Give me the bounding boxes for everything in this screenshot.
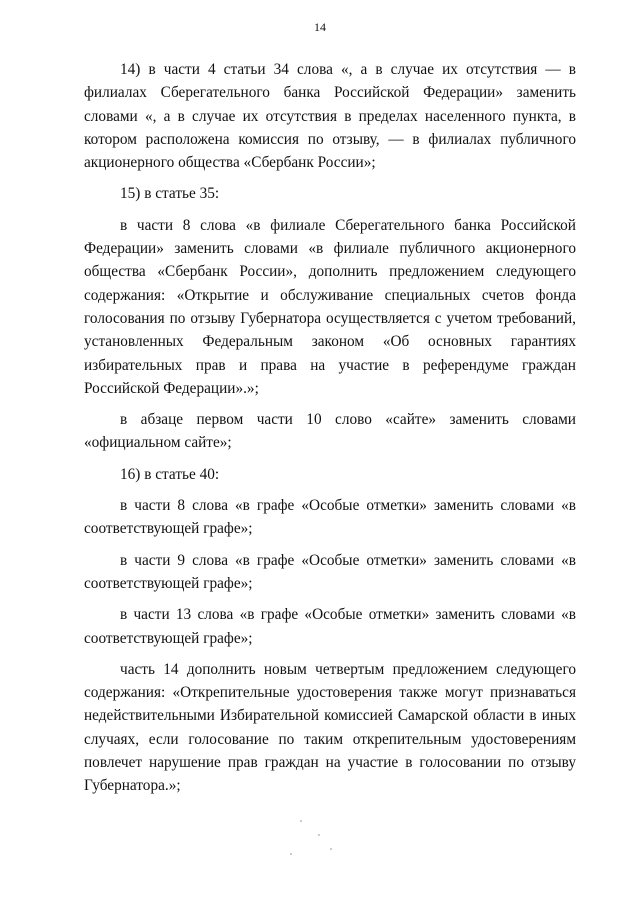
paragraph-part-10: в абзаце первом части 10 слово «сайте» заменить словами «официальном сайте»;: [84, 411, 576, 452]
document-body: [84, 58, 576, 798]
paragraph-item-14: 14) в части 4 статьи 34 слова «, а в случае их отсутствия — в филиалах Сберегательного банка Российской Федерации» заменить словами «, а в случае их отсутствия в пределах населенного пункта, в котором расположена комиссия по отзыву, — в филиалах публичного акционерного общества «Сбербанк России»;: [84, 61, 576, 172]
scan-speck: [290, 853, 292, 855]
paragraph-part-8-40: в части 8 слова «в графе «Особые отметки» заменить словами «в соответствующей графе»;: [84, 497, 576, 538]
paragraph-part-14-40: часть 14 дополнить новым четвертым предложением следующего содержания: «Открепительные удостоверения также могут признаваться недействительными Избирательной комиссией Самарской области в иных случаях, если голосование по таким открепительным удостоверениям повлечет нарушение прав граждан на участие в голосовании по отзыву Губернатора.»;: [84, 660, 576, 795]
paragraph-item-16-heading: 16) в статье 40:: [120, 465, 220, 483]
scan-speck: [318, 834, 320, 836]
paragraph-part-13-40: в части 13 слова «в графе «Особые отметки» заменить словами «в соответствующей графе»;: [84, 606, 576, 647]
paragraph-item-15-heading: 15) в статье 35:: [120, 185, 220, 203]
scan-speck: [330, 848, 332, 850]
paragraph-part-9-40: в части 9 слова «в графе «Особые отметки» заменить словами «в соответствующей графе»;: [84, 551, 576, 592]
scan-speck: [300, 820, 302, 822]
paragraph-part-8: в части 8 слова «в филиале Сберегательного банка Российской Федерации» заменить словами «в филиале публичного акционерного общества «Сбербанк России», дополнить предложением следующего содержания: «Открытие и обслуживание специальных счетов фонда голосования по отзыву Губернатора осуществляется с учетом требований, установленных Федеральным законом «Об основных гарантиях избирательных прав и права на участие в референдуме граждан Российской Федерации».»;: [84, 216, 576, 397]
page-number: 14: [314, 20, 326, 34]
